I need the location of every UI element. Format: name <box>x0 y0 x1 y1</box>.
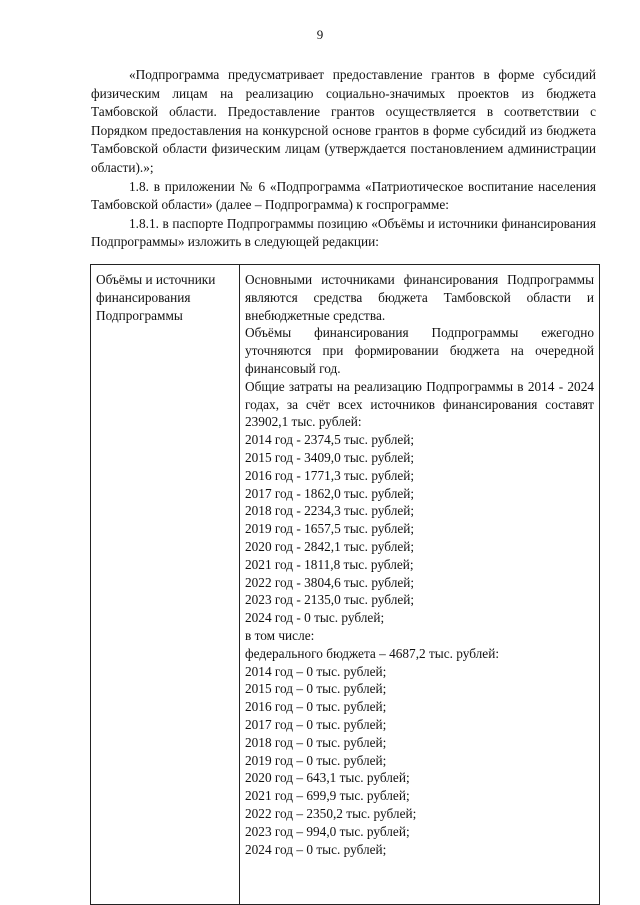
list-item: 2022 год - 3804,6 тыс. рублей; <box>245 574 415 590</box>
sources-paragraph: Основными источниками финансирования Подпрограммы являются средства бюджета Тамбовской области и внебюджетные средства. <box>245 272 594 323</box>
list-item: 2014 год – 0 тыс. рублей; <box>245 663 387 679</box>
list-item: 2022 год – 2350,2 тыс. рублей; <box>245 805 417 821</box>
list-item: 2018 год - 2234,3 тыс. рублей; <box>245 503 415 519</box>
table-label-cell: Объёмы и источники финансирования Подпрограммы <box>91 265 240 905</box>
list-item: 2016 год - 1771,3 тыс. рублей; <box>245 467 415 483</box>
intro-paragraph-subsidies: «Подпрограмма предусматривает предоставление грантов в форме субсидий физическим лицам на реализацию социально-значимых проектов из бюджета Тамбовской области. Предоставление грантов осуществляется в соответствии с Порядком предоставления на конкурсной основе грантов в форме субсидий из бюджета Тамбовской области физическим лицам (утверждается постановлением администрации области).»; <box>91 67 596 175</box>
intro-text <box>91 66 596 252</box>
total-paragraph: Общие затраты на реализацию Подпрограммы в 2014 - 2024 годах, за счёт всех источников финансирования составят 23902,1 тыс. рублей: <box>245 378 594 430</box>
financing-table <box>90 264 600 905</box>
intro-paragraph-passport: 1.8.1. в паспорте Подпрограммы позицию «Объёмы и источники финансирования Подпрограммы» изложить в следующей редакции: <box>91 215 596 250</box>
list-item: 2023 год – 994,0 тыс. рублей; <box>245 823 410 839</box>
federal-budget-line: федерального бюджета – 4687,2 тыс. рублей: <box>245 645 500 661</box>
list-item: 2024 год – 0 тыс. рублей; <box>245 841 387 857</box>
list-item: 2024 год - 0 тыс. рублей; <box>245 610 385 626</box>
list-item: 2017 год - 1862,0 тыс. рублей; <box>245 485 415 501</box>
federal-years-list <box>245 663 594 859</box>
list-item: 2021 год - 1811,8 тыс. рублей; <box>245 556 414 572</box>
list-item: 2020 год – 643,1 тыс. рублей; <box>245 770 410 786</box>
list-item: 2015 год – 0 тыс. рублей; <box>245 681 387 697</box>
annual-paragraph: Объёмы финансирования Подпрограммы ежегодно уточняются при формировании бюджета на очередной финансовый год. <box>245 325 594 376</box>
list-item: 2017 год – 0 тыс. рублей; <box>245 716 387 732</box>
list-item: 2020 год - 2842,1 тыс. рублей; <box>245 538 415 554</box>
total-years-list <box>245 431 594 627</box>
table-row <box>91 265 600 905</box>
list-item: 2016 год – 0 тыс. рублей; <box>245 699 387 715</box>
list-item: 2019 год – 0 тыс. рублей; <box>245 752 387 768</box>
intro-paragraph-appendix-6: 1.8. в приложении № 6 «Подпрограмма «Патриотическое воспитание населения Тамбовской области» (далее – Подпрограмма) к госпрограмме: <box>91 178 596 213</box>
table-content-cell <box>240 265 600 905</box>
page-number: 9 <box>316 27 324 42</box>
list-item: 2018 год – 0 тыс. рублей; <box>245 734 387 750</box>
list-item: 2023 год - 2135,0 тыс. рублей; <box>245 592 415 608</box>
including-label: в том числе: <box>245 627 315 643</box>
list-item: 2015 год - 3409,0 тыс. рублей; <box>245 449 415 465</box>
list-item: 2019 год - 1657,5 тыс. рублей; <box>245 521 415 537</box>
list-item: 2021 год – 699,9 тыс. рублей; <box>245 788 410 804</box>
list-item: 2014 год - 2374,5 тыс. рублей; <box>245 432 415 448</box>
